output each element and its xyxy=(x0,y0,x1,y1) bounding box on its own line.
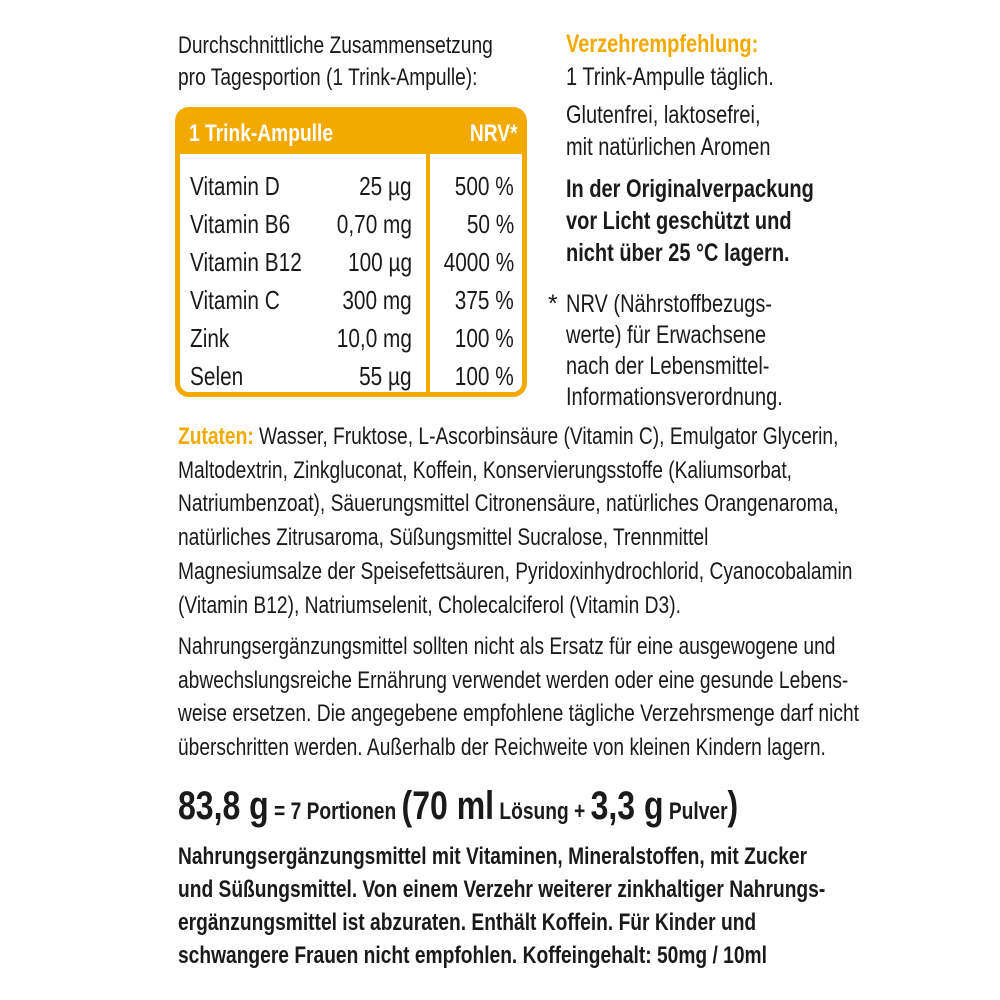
nutrient-amount: 100 µg xyxy=(347,247,412,277)
table-row xyxy=(180,357,522,395)
nutrient-name: Selen xyxy=(190,361,244,391)
footer-line: und Süßungsmittel. Von einem Verzehr weiterer zinkhaltiger Nahrungs- xyxy=(178,876,826,903)
recommendation-line xyxy=(566,61,826,93)
warning-line: Nahrungsergänzungsmittel sollten nicht als Ersatz für eine ausgewogene und xyxy=(178,633,836,660)
footnote-line: werte) für Erwachsene xyxy=(566,321,767,349)
warning-line: abwechslungsreiche Ernährung verwendet werden oder eine gesunde Lebens- xyxy=(178,666,849,694)
nutrient-amount: 10,0 mg xyxy=(336,323,412,353)
footnote-line: nach der Lebensmittel- xyxy=(566,352,770,380)
warning-line: überschritten werden. Außerhalb der Reichweite von kleinen Kindern lagern. xyxy=(178,733,826,761)
composition-intro xyxy=(178,30,572,94)
storage-line: In der Originalverpackung xyxy=(566,175,814,203)
footer-line: ergänzungsmittel ist abzuraten. Enthält Koffein. Für Kinder und xyxy=(178,909,757,936)
recommendation-text: Glutenfrei, laktosefrei, xyxy=(566,101,761,129)
nutrient-amount: 300 mg xyxy=(342,285,412,315)
nutrient-nrv: 100 % xyxy=(455,323,514,353)
footnote-asterisk: * xyxy=(548,290,558,318)
nutrient-amount: 25 µg xyxy=(359,171,412,201)
nutrient-name: Vitamin B12 xyxy=(190,247,302,277)
table-row xyxy=(180,205,522,243)
nutrient-nrv: 4000 % xyxy=(443,247,514,277)
table-row xyxy=(180,167,522,205)
ingredients-text: natürliches Zitrusaroma, Süßungsmittel Sucralose, Trennmittel xyxy=(178,524,709,552)
net-weight: 83,8 g xyxy=(178,784,269,828)
intro-line: pro Tagesportion (1 Trink-Ampulle): xyxy=(178,64,478,91)
storage-line: nicht über 25 °C lagern. xyxy=(566,239,790,267)
nutrient-nrv: 500 % xyxy=(455,171,514,201)
recommendation-line xyxy=(566,131,822,163)
footer-line: schwangere Frauen nicht empfohlen. Koffeingehalt: 50mg / 10ml xyxy=(178,942,767,969)
header-nrv: NRV* xyxy=(470,120,518,147)
storage-instructions xyxy=(566,173,876,269)
table-row xyxy=(180,319,522,357)
supplement-warning xyxy=(178,630,1000,764)
recommendation-title xyxy=(566,30,806,59)
warning-line: weise ersetzen. Die angegebene empfohlene tägliche Verzehrsmenge darf nicht xyxy=(178,700,859,727)
recommendation-text: 1 Trink-Ampulle täglich. xyxy=(566,63,774,91)
nutrient-amount: 55 µg xyxy=(359,361,412,391)
table-row xyxy=(180,281,522,319)
ingredients-text: Maltodextrin, Zinkgluconat, Koffein, Konservierungsstoffe (Kaliumsorbat, xyxy=(178,456,793,484)
ingredients-text: (Vitamin B12), Natriumselenit, Cholecalciferol (Vitamin D3). xyxy=(178,591,681,619)
solution-text: Lösung + xyxy=(494,798,591,825)
storage-line: vor Licht geschützt und xyxy=(566,207,792,235)
nutrient-name: Vitamin C xyxy=(190,285,280,315)
nutrient-name: Zink xyxy=(190,323,230,353)
portions-text: = 7 Portionen xyxy=(268,798,402,825)
paren-open: ( xyxy=(401,784,413,828)
table-header xyxy=(180,112,522,154)
nutrient-nrv: 50 % xyxy=(466,209,514,239)
powder-text: Pulver xyxy=(663,798,728,825)
paren-close: ) xyxy=(727,784,739,828)
footnote-line: NRV (Nährstoffbezugs- xyxy=(566,290,773,318)
powder-weight: 3,3 g xyxy=(590,784,664,828)
intro-line: Durchschnittliche Zusammensetzung xyxy=(178,32,493,59)
table-row xyxy=(180,243,522,281)
footer-line: Nahrungsergänzungsmittel mit Vitaminen, Mineralstoffen, mit Zucker xyxy=(178,843,808,870)
header-portion: 1 Trink-Ampulle xyxy=(189,120,334,147)
recommendation-title-text: Verzehrempfehlung: xyxy=(566,30,759,58)
ingredients-text: Natriumbenzoat), Säuerungsmittel Citronensäure, natürliches Orangenaroma, xyxy=(178,490,839,518)
product-description xyxy=(178,840,987,972)
ingredients-text: Magnesiumsalze der Speisefettsäuren, Pyridoxinhydrochlorid, Cyanocobalamin xyxy=(178,557,853,585)
ingredients-text: Wasser, Fruktose, L-Ascorbinsäure (Vitamin C), Emulgator Glycerin, xyxy=(253,423,839,450)
recommendation-text: mit natürlichen Aromen xyxy=(566,133,771,161)
solution-volume: 70 ml xyxy=(412,784,495,828)
ingredients-label: Zutaten: xyxy=(178,423,254,450)
footnote-line: Informationsverordnung. xyxy=(566,383,783,411)
nutrient-nrv: 375 % xyxy=(455,285,514,315)
nutrition-table xyxy=(175,107,527,397)
net-quantity xyxy=(178,784,878,829)
nutrient-name: Vitamin B6 xyxy=(190,209,291,239)
nutrient-name: Vitamin D xyxy=(190,171,280,201)
nutrient-amount: 0,70 mg xyxy=(336,209,412,239)
nutrient-nrv: 100 % xyxy=(455,361,514,391)
ingredients xyxy=(178,420,1000,622)
recommendation-line xyxy=(566,99,809,131)
